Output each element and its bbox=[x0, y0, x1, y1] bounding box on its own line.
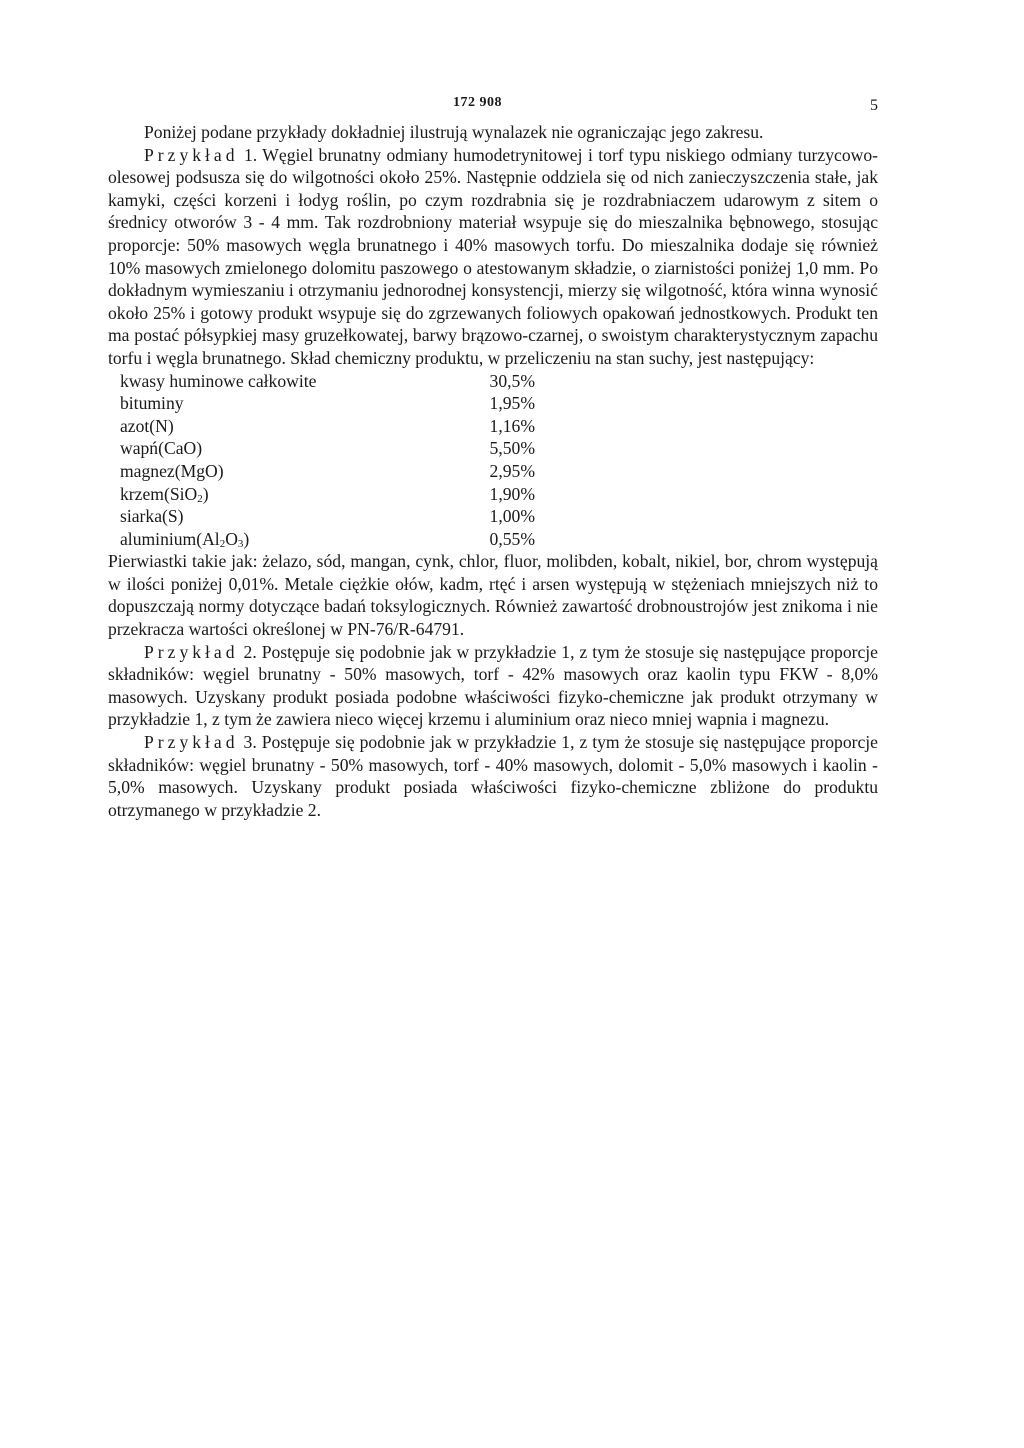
patent-number: 172 908 bbox=[453, 95, 502, 110]
composition-value: 1,90% bbox=[489, 483, 535, 504]
document-body bbox=[108, 121, 878, 821]
example-1-paragraph bbox=[108, 144, 878, 370]
formula-part: O bbox=[225, 528, 238, 549]
composition-row bbox=[120, 505, 535, 528]
example-1-label: Przykład bbox=[144, 144, 239, 165]
composition-row bbox=[120, 370, 535, 393]
composition-name: wapń(CaO) bbox=[120, 438, 203, 459]
example-2-label: Przykład bbox=[144, 641, 239, 662]
composition-table bbox=[120, 370, 535, 551]
example-3-paragraph bbox=[108, 731, 878, 821]
formula-part: ) bbox=[202, 483, 209, 504]
example-1-continuation: Pierwiastki takie jak: żelazo, sód, mangan, cynk, chlor, fluor, molibden, kobalt, nikiel, bor, chrom występują w ilości poniżej 0,01%. Metale ciężkie ołów, kadm, rtęć i arsen występują w stężeniach mniejszych niż to dopuszczają normy dotyczące badań toksylogicznych. Również zawartość drobnoustrojów jest znikoma i nie przekracza wartości określonej w PN-76/R-64791. bbox=[108, 551, 878, 640]
composition-row bbox=[120, 437, 535, 460]
composition-name: magnez(MgO) bbox=[120, 460, 224, 481]
composition-value: 5,50% bbox=[489, 438, 535, 459]
example-2-paragraph bbox=[108, 641, 878, 731]
composition-value: 30,5% bbox=[489, 370, 535, 391]
example-2-text: 2. Postępuje się podobnie jak w przykładzie 1, z tym że stosuje się następujące proporcje składników: węgiel brunatny - 50% masowych, torf - 42% masowych oraz kaolin typu FKW - 8,0% masowych. Uzyskany produkt posiada podobne właściwości fizyko-chemiczne jak produkt otrzymany w przykładzie 1, z tym że zawiera nieco więcej krzemu i aluminium oraz nieco mniej wapnia i magnezu. bbox=[108, 641, 878, 730]
page-number: 5 bbox=[870, 97, 878, 114]
composition-value: 0,55% bbox=[489, 528, 535, 549]
example-3-label: Przykład bbox=[144, 732, 239, 753]
composition-value: 1,16% bbox=[489, 415, 535, 436]
composition-name: kwasy huminowe całkowite bbox=[120, 370, 317, 391]
page-header bbox=[108, 95, 878, 121]
composition-name: siarka(S) bbox=[120, 506, 184, 527]
composition-name: bituminy bbox=[120, 393, 184, 414]
composition-row bbox=[120, 528, 535, 551]
intro-paragraph: Poniżej podane przykłady dokładniej ilustrują wynalazek nie ograniczając jego zakresu. bbox=[144, 122, 764, 142]
composition-row bbox=[120, 460, 535, 483]
example-3-text: 3. Postępuje się podobnie jak w przykładzie 1, z tym że stosuje się następujące proporcje składników: węgiel brunatny - 50% masowych, torf - 40% masowych, dolomit - 5,0% masowych i kaolin - 5,0% masowych. Uzyskany produkt posiada właściwości fizyko-chemiczne zbliżone do produktu otrzymanego w przykładzie 2. bbox=[108, 732, 878, 820]
document-page bbox=[108, 95, 878, 821]
composition-row bbox=[120, 392, 535, 415]
composition-value: 1,00% bbox=[489, 506, 535, 527]
example-1-text: 1. Węgiel brunatny odmiany humodetrynitowej i torf typu niskiego odmiany turzycowo-olesowej podsusza się do wilgotności około 25%. Następnie oddziela się od nich zanieczyszczenia stałe, jak kamyki, części korzeni i łodyg roślin, po czym rozdrabnia się je rozdrabniaczem udarowym z sitem o średnicy otworów 3 - 4 mm. Tak rozdrobniony materiał wsypuje się do mieszalnika bębnowego, stosując proporcje: 50% masowych węgla brunatnego i 40% masowych torfu. Do mieszalnika dodaje się również 10% masowych zmielonego dolomitu paszowego o atestowanym składzie, o ziarnistości poniżej 1,0 mm. Po dokładnym wymieszaniu i otrzymaniu jednorodnej konsystencji, mierzy się wilgotność, która winna wynosić około 25% i gotowy produkt wsypuje się do zgrzewanych foliowych opakowań jednostkowych. Produkt ten ma postać półsypkiej masy gruzełkowatej, barwy brązowo-czarnej, o swoistym charakterystycznym zapachu torfu i węgla brunatnego. Skład chemiczny produktu, w przeliczeniu na stan suchy, jest następujący: bbox=[108, 144, 878, 368]
composition-name bbox=[120, 483, 465, 506]
composition-value: 2,95% bbox=[489, 460, 535, 481]
composition-name: azot(N) bbox=[120, 415, 174, 436]
formula-subscript: 2 bbox=[197, 492, 203, 505]
formula-subscript: 3 bbox=[237, 537, 244, 550]
composition-name bbox=[120, 528, 465, 551]
formula-part: krzem(SiO bbox=[120, 483, 198, 504]
formula-part: aluminium(Al bbox=[120, 528, 220, 549]
composition-row bbox=[120, 415, 535, 438]
formula-part: ) bbox=[243, 528, 250, 549]
composition-row bbox=[120, 483, 535, 506]
composition-value: 1,95% bbox=[489, 393, 535, 414]
formula-subscript: 2 bbox=[219, 537, 226, 550]
